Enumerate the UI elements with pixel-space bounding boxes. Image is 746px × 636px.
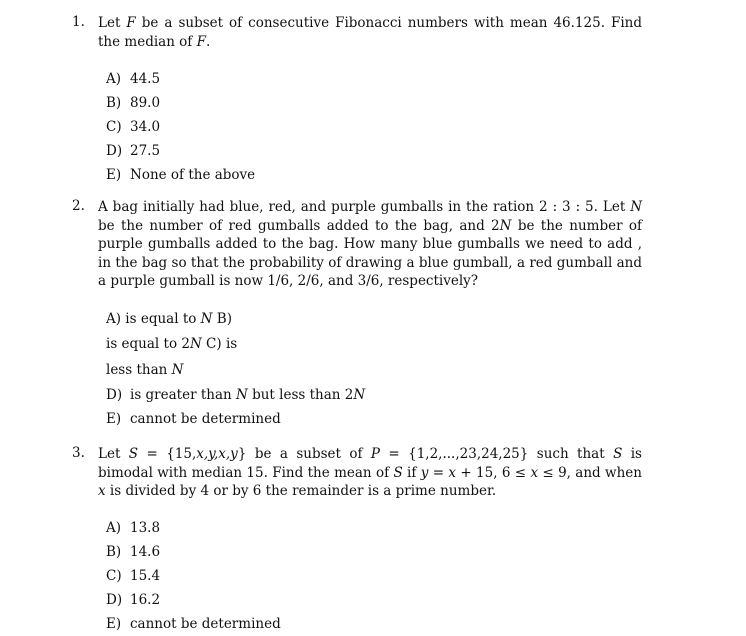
option-c: C) 15.4 bbox=[106, 567, 161, 584]
option-e: E) None of the above bbox=[106, 167, 256, 184]
answer-options bbox=[106, 307, 642, 432]
answer-options bbox=[106, 67, 642, 187]
question-1 bbox=[72, 14, 642, 187]
question-3 bbox=[72, 445, 642, 636]
option-b-line: is equal to 2N C) is bbox=[106, 336, 238, 353]
option-a-line: A) is equal to N B) bbox=[106, 310, 232, 327]
option-e: E) cannot be determined bbox=[106, 615, 281, 632]
option-c: C) 34.0 bbox=[106, 119, 161, 136]
option-b: B) 14.6 bbox=[106, 543, 161, 560]
option-e: E) cannot be determined bbox=[106, 411, 281, 428]
question-number: 1. bbox=[72, 14, 85, 30]
option-b: B) 89.0 bbox=[106, 95, 161, 112]
option-d: D) 27.5 bbox=[106, 143, 161, 160]
answer-options bbox=[106, 516, 642, 636]
option-c-line: less than N bbox=[106, 361, 184, 378]
question-text: A bag initially had blue, red, and purple gumballs in the ration 2 : 3 : 5. Let N be the number of red gumballs added to the bag, and 2N be the number of purple gumballs added to the bag. How many blue gumballs we need to add , in the bag so that the probability of drawing a blue gumball, a red gumball and a purple gumball is now 1/6, 2/6, and 3/6, respectively? bbox=[98, 199, 642, 290]
option-a: A) 44.5 bbox=[106, 71, 161, 88]
option-d: D) is greater than N but less than 2N bbox=[106, 387, 366, 404]
option-d: D) 16.2 bbox=[106, 591, 161, 608]
question-text: Let S = {15,x,y,x,y} be a subset of P = {1,2,...,23,24,25} such that S is bimodal with median 15. Find the mean of S if y = x + 15, 6 ≤ x ≤ 9, and when x is divided by 4 or by 6 the remainder is a prime number. bbox=[98, 446, 642, 500]
question-text: Let F be a subset of consecutive Fibonacci numbers with mean 46.125. Find the median of F. bbox=[98, 15, 643, 50]
option-a: A) 13.8 bbox=[106, 519, 161, 536]
question-number: 3. bbox=[72, 445, 85, 461]
question-number: 2. bbox=[72, 198, 85, 214]
question-2 bbox=[72, 198, 642, 431]
